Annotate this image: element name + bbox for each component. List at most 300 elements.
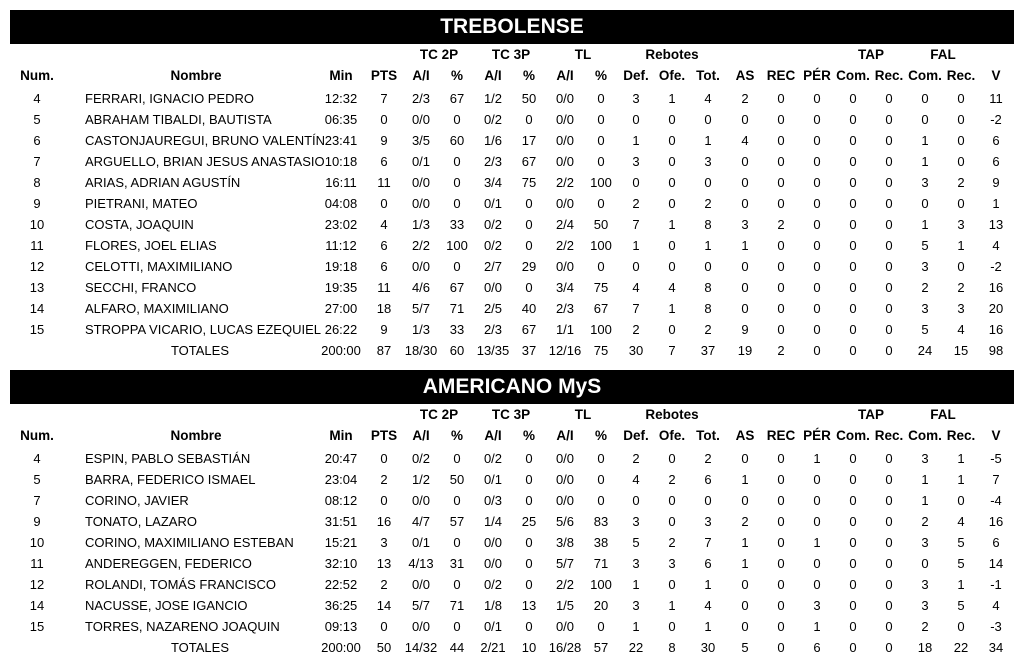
cell-reb-def: 3 bbox=[632, 91, 640, 106]
cell-min: 08:12 bbox=[324, 493, 358, 508]
cell-as: 1 bbox=[741, 238, 749, 253]
cell-fal-rec: 0 bbox=[957, 133, 965, 148]
cell-fal-com: 3 bbox=[921, 598, 929, 613]
cell-pts: 6 bbox=[380, 154, 388, 169]
cell-pts: 9 bbox=[380, 322, 388, 337]
cell-tl-ai: 0/0 bbox=[555, 259, 575, 274]
cell-tl-pct: 0 bbox=[597, 196, 605, 211]
total-tc3p-ai: 13/35 bbox=[476, 343, 510, 358]
cell-num: 15 bbox=[29, 619, 45, 634]
cell-per: 0 bbox=[813, 91, 821, 106]
cell-min: 23:41 bbox=[324, 133, 358, 148]
total-tap-rec: 0 bbox=[885, 343, 893, 358]
cell-tc3p-pct: 17 bbox=[521, 133, 537, 148]
team-name-banner: AMERICANO MyS bbox=[10, 370, 1014, 404]
total-fal-rec: 15 bbox=[953, 343, 969, 358]
cell-reb-tot: 3 bbox=[704, 154, 712, 169]
cell-tc2p-pct: 71 bbox=[449, 301, 465, 316]
cell-tc3p-pct: 0 bbox=[525, 112, 533, 127]
total-tc3p-ai: 2/21 bbox=[480, 640, 506, 655]
cell-num: 8 bbox=[33, 175, 41, 190]
cell-rec: 0 bbox=[777, 556, 785, 571]
cell-tc3p-ai: 0/2 bbox=[483, 217, 503, 232]
cell-per: 0 bbox=[813, 217, 821, 232]
column-header-num: Num. bbox=[20, 428, 54, 443]
column-header-nombre: Nombre bbox=[170, 428, 222, 443]
cell-fal-com: 2 bbox=[921, 514, 929, 529]
cell-pts: 4 bbox=[380, 217, 388, 232]
cell-tap-com: 0 bbox=[849, 238, 857, 253]
cell-per: 0 bbox=[813, 472, 821, 487]
cell-tc3p-ai: 0/0 bbox=[483, 280, 503, 295]
column-header-tap-com: Com. bbox=[836, 68, 870, 83]
player-row bbox=[10, 576, 1014, 597]
cell-reb-ofe: 2 bbox=[668, 535, 676, 550]
player-name: TORRES, NAZARENO JOAQUIN bbox=[85, 619, 280, 634]
cell-tc2p-ai: 5/7 bbox=[411, 301, 431, 316]
cell-tl-ai: 0/0 bbox=[555, 451, 575, 466]
cell-fal-com: 3 bbox=[921, 577, 929, 592]
cell-tc2p-pct: 0 bbox=[453, 619, 461, 634]
cell-reb-ofe: 0 bbox=[668, 514, 676, 529]
cell-tl-ai: 2/2 bbox=[555, 175, 575, 190]
cell-fal-rec: 1 bbox=[957, 577, 965, 592]
player-name: PIETRANI, MATEO bbox=[85, 196, 198, 211]
cell-tap-rec: 0 bbox=[885, 133, 893, 148]
cell-fal-com: 1 bbox=[921, 472, 929, 487]
column-header-tc3p-pct: % bbox=[522, 68, 535, 83]
cell-tl-pct: 71 bbox=[593, 556, 609, 571]
cell-tap-rec: 0 bbox=[885, 238, 893, 253]
total-fal-com: 24 bbox=[917, 343, 933, 358]
cell-min: 26:22 bbox=[324, 322, 358, 337]
cell-tc3p-ai: 0/0 bbox=[483, 556, 503, 571]
cell-rec: 0 bbox=[777, 154, 785, 169]
cell-tc3p-ai: 2/7 bbox=[483, 259, 503, 274]
column-group-tc2p: TC 2P bbox=[419, 47, 459, 62]
player-name: FERRARI, IGNACIO PEDRO bbox=[85, 91, 255, 106]
cell-pts: 9 bbox=[380, 133, 388, 148]
cell-num: 13 bbox=[29, 280, 45, 295]
cell-fal-com: 5 bbox=[921, 238, 929, 253]
cell-tap-rec: 0 bbox=[885, 112, 893, 127]
cell-fal-rec: 0 bbox=[957, 112, 965, 127]
cell-per: 0 bbox=[813, 259, 821, 274]
cell-tap-com: 0 bbox=[849, 280, 857, 295]
cell-tc2p-pct: 31 bbox=[449, 556, 465, 571]
cell-tc3p-pct: 0 bbox=[525, 196, 533, 211]
cell-tc3p-pct: 29 bbox=[521, 259, 537, 274]
cell-pts: 14 bbox=[376, 598, 392, 613]
column-header-as: AS bbox=[735, 428, 755, 443]
player-name: ALFARO, MAXIMILIANO bbox=[85, 301, 229, 316]
column-header-tc3p-ai: A/I bbox=[484, 68, 502, 83]
cell-as: 1 bbox=[741, 472, 749, 487]
cell-valoracion: -5 bbox=[990, 451, 1002, 466]
cell-tc2p-pct: 60 bbox=[449, 133, 465, 148]
cell-tl-pct: 0 bbox=[597, 112, 605, 127]
cell-num: 4 bbox=[33, 451, 41, 466]
cell-min: 36:25 bbox=[324, 598, 358, 613]
cell-reb-def: 2 bbox=[632, 451, 640, 466]
total-tc2p-ai: 14/32 bbox=[404, 640, 438, 655]
cell-reb-ofe: 0 bbox=[668, 196, 676, 211]
column-header-fal-com: Com. bbox=[908, 68, 942, 83]
player-row bbox=[10, 534, 1014, 555]
cell-tl-pct: 100 bbox=[590, 322, 612, 337]
cell-num: 11 bbox=[30, 238, 44, 253]
column-header-tc2p-ai: A/I bbox=[412, 68, 430, 83]
cell-tap-rec: 0 bbox=[885, 619, 893, 634]
cell-reb-def: 1 bbox=[632, 577, 640, 592]
total-per: 6 bbox=[813, 640, 821, 655]
cell-tc2p-ai: 0/0 bbox=[411, 619, 431, 634]
player-row bbox=[10, 492, 1014, 513]
cell-per: 1 bbox=[813, 619, 821, 634]
cell-tc3p-pct: 0 bbox=[525, 577, 533, 592]
cell-tc2p-pct: 0 bbox=[453, 196, 461, 211]
cell-fal-com: 3 bbox=[921, 451, 929, 466]
cell-reb-ofe: 0 bbox=[668, 133, 676, 148]
column-header-per: PÉR bbox=[803, 68, 831, 83]
cell-per: 0 bbox=[813, 196, 821, 211]
cell-fal-com: 1 bbox=[921, 217, 929, 232]
cell-reb-def: 3 bbox=[632, 514, 640, 529]
cell-tc3p-pct: 0 bbox=[525, 451, 533, 466]
cell-pts: 0 bbox=[380, 451, 388, 466]
total-pts: 87 bbox=[376, 343, 392, 358]
player-name: SECCHI, FRANCO bbox=[85, 280, 197, 295]
cell-reb-def: 7 bbox=[632, 301, 640, 316]
cell-tc2p-pct: 67 bbox=[449, 280, 465, 295]
cell-reb-ofe: 3 bbox=[668, 556, 676, 571]
cell-per: 0 bbox=[813, 133, 821, 148]
cell-rec: 0 bbox=[777, 598, 785, 613]
cell-reb-def: 7 bbox=[632, 217, 640, 232]
cell-per: 0 bbox=[813, 577, 821, 592]
cell-reb-tot: 8 bbox=[704, 280, 712, 295]
cell-min: 06:35 bbox=[324, 112, 358, 127]
cell-per: 0 bbox=[813, 175, 821, 190]
player-name: ABRAHAM TIBALDI, BAUTISTA bbox=[85, 112, 272, 127]
cell-reb-def: 1 bbox=[632, 619, 640, 634]
cell-tap-com: 0 bbox=[849, 493, 857, 508]
cell-tc2p-pct: 67 bbox=[449, 91, 465, 106]
column-header-pts: PTS bbox=[370, 428, 398, 443]
cell-tl-pct: 0 bbox=[597, 133, 605, 148]
cell-reb-def: 5 bbox=[632, 535, 640, 550]
cell-tl-ai: 2/3 bbox=[555, 301, 575, 316]
totals-label: TOTALES bbox=[170, 343, 230, 358]
total-reb-ofe: 7 bbox=[668, 343, 676, 358]
player-name: ARIAS, ADRIAN AGUSTÍN bbox=[85, 175, 241, 190]
cell-valoracion: 11 bbox=[989, 91, 1003, 106]
cell-reb-ofe: 2 bbox=[668, 472, 676, 487]
cell-tl-pct: 0 bbox=[597, 451, 605, 466]
cell-tc3p-ai: 2/5 bbox=[483, 301, 503, 316]
cell-tl-ai: 5/7 bbox=[555, 556, 575, 571]
cell-pts: 2 bbox=[380, 472, 388, 487]
cell-reb-ofe: 1 bbox=[668, 301, 676, 316]
total-tc2p-ai: 18/30 bbox=[404, 343, 438, 358]
column-group-tc2p: TC 2P bbox=[419, 407, 459, 422]
cell-min: 23:02 bbox=[324, 217, 358, 232]
cell-pts: 0 bbox=[380, 196, 388, 211]
cell-rec: 0 bbox=[777, 133, 785, 148]
player-name: CASTONJAUREGUI, BRUNO VALENTÍN bbox=[85, 133, 326, 148]
total-tc2p-pct: 60 bbox=[449, 343, 465, 358]
total-tc3p-pct: 10 bbox=[521, 640, 537, 655]
cell-tl-pct: 38 bbox=[593, 535, 609, 550]
total-tap-com: 0 bbox=[849, 343, 857, 358]
cell-reb-def: 0 bbox=[632, 112, 640, 127]
cell-valoracion: -1 bbox=[990, 577, 1002, 592]
cell-rec: 0 bbox=[777, 301, 785, 316]
column-header-per: PÉR bbox=[803, 428, 831, 443]
player-row bbox=[10, 321, 1014, 342]
column-header-tc3p-ai: A/I bbox=[484, 428, 502, 443]
cell-pts: 0 bbox=[380, 493, 388, 508]
cell-as: 0 bbox=[741, 493, 749, 508]
cell-tl-ai: 2/2 bbox=[555, 577, 575, 592]
cell-tap-com: 0 bbox=[849, 133, 857, 148]
total-tl-pct: 75 bbox=[593, 343, 609, 358]
cell-as: 0 bbox=[741, 112, 749, 127]
total-as: 19 bbox=[737, 343, 753, 358]
cell-fal-rec: 4 bbox=[957, 514, 965, 529]
cell-tc3p-pct: 75 bbox=[521, 175, 537, 190]
cell-tc2p-ai: 3/5 bbox=[411, 133, 431, 148]
cell-rec: 0 bbox=[777, 472, 785, 487]
cell-tc2p-pct: 57 bbox=[449, 514, 465, 529]
cell-fal-com: 0 bbox=[921, 91, 929, 106]
cell-pts: 0 bbox=[380, 619, 388, 634]
cell-tc3p-pct: 0 bbox=[525, 535, 533, 550]
cell-reb-def: 2 bbox=[632, 196, 640, 211]
total-as: 5 bbox=[741, 640, 749, 655]
cell-reb-def: 3 bbox=[632, 556, 640, 571]
cell-tap-com: 0 bbox=[849, 598, 857, 613]
cell-per: 0 bbox=[813, 493, 821, 508]
column-group-tap: TAP bbox=[858, 407, 884, 422]
cell-tl-ai: 0/0 bbox=[555, 493, 575, 508]
cell-reb-ofe: 0 bbox=[668, 175, 676, 190]
team-section bbox=[10, 370, 1014, 660]
cell-rec: 0 bbox=[777, 280, 785, 295]
player-row bbox=[10, 237, 1014, 258]
cell-pts: 0 bbox=[380, 112, 388, 127]
cell-pts: 11 bbox=[377, 175, 391, 190]
cell-fal-rec: 0 bbox=[957, 493, 965, 508]
cell-tc2p-pct: 0 bbox=[453, 154, 461, 169]
cell-tc2p-pct: 50 bbox=[449, 472, 465, 487]
cell-tc3p-pct: 0 bbox=[525, 472, 533, 487]
cell-fal-rec: 0 bbox=[957, 91, 965, 106]
cell-tl-ai: 5/6 bbox=[555, 514, 575, 529]
cell-tl-ai: 3/4 bbox=[555, 280, 575, 295]
cell-tc2p-ai: 2/2 bbox=[411, 238, 431, 253]
cell-tc3p-pct: 0 bbox=[525, 493, 533, 508]
cell-pts: 3 bbox=[380, 535, 388, 550]
cell-tap-com: 0 bbox=[849, 322, 857, 337]
cell-valoracion: 7 bbox=[992, 472, 1000, 487]
cell-tl-ai: 0/0 bbox=[555, 472, 575, 487]
cell-reb-ofe: 0 bbox=[668, 322, 676, 337]
cell-tap-com: 0 bbox=[849, 514, 857, 529]
cell-rec: 0 bbox=[777, 493, 785, 508]
cell-valoracion: 6 bbox=[992, 535, 1000, 550]
cell-fal-rec: 3 bbox=[957, 217, 965, 232]
cell-reb-ofe: 4 bbox=[668, 280, 676, 295]
cell-tl-ai: 1/5 bbox=[555, 598, 575, 613]
cell-fal-com: 1 bbox=[921, 133, 929, 148]
cell-valoracion: 16 bbox=[988, 322, 1004, 337]
cell-tc2p-ai: 0/0 bbox=[411, 175, 431, 190]
column-header-valoracion: V bbox=[991, 428, 1001, 443]
cell-fal-rec: 0 bbox=[957, 196, 965, 211]
cell-tc2p-ai: 4/6 bbox=[411, 280, 431, 295]
total-min: 200:00 bbox=[321, 640, 361, 655]
cell-rec: 0 bbox=[777, 451, 785, 466]
cell-tap-com: 0 bbox=[849, 217, 857, 232]
cell-tl-pct: 0 bbox=[597, 619, 605, 634]
cell-tap-rec: 0 bbox=[885, 217, 893, 232]
cell-tc2p-pct: 0 bbox=[453, 112, 461, 127]
player-name: FLORES, JOEL ELIAS bbox=[85, 238, 217, 253]
cell-pts: 11 bbox=[377, 280, 391, 295]
column-header-reb-tot: Tot. bbox=[696, 68, 720, 83]
total-reb-def: 22 bbox=[628, 640, 644, 655]
total-per: 0 bbox=[813, 343, 821, 358]
cell-tc3p-ai: 0/0 bbox=[483, 535, 503, 550]
cell-num: 15 bbox=[29, 322, 45, 337]
cell-as: 0 bbox=[741, 196, 749, 211]
cell-per: 1 bbox=[813, 451, 821, 466]
cell-tl-ai: 2/4 bbox=[555, 217, 575, 232]
player-row bbox=[10, 153, 1014, 174]
cell-per: 0 bbox=[813, 238, 821, 253]
cell-tl-pct: 0 bbox=[597, 472, 605, 487]
cell-tl-pct: 83 bbox=[593, 514, 609, 529]
cell-tc2p-ai: 0/1 bbox=[411, 154, 431, 169]
cell-tl-pct: 67 bbox=[593, 301, 609, 316]
player-name: ROLANDI, TOMÁS FRANCISCO bbox=[85, 577, 276, 592]
cell-valoracion: 6 bbox=[992, 154, 1000, 169]
column-group-rebotes: Rebotes bbox=[645, 47, 699, 62]
cell-num: 4 bbox=[33, 91, 41, 106]
cell-tc2p-pct: 0 bbox=[453, 535, 461, 550]
cell-tc3p-ai: 0/3 bbox=[483, 493, 503, 508]
cell-tap-com: 0 bbox=[849, 535, 857, 550]
cell-tc3p-ai: 0/2 bbox=[483, 112, 503, 127]
cell-reb-ofe: 0 bbox=[668, 451, 676, 466]
cell-tl-pct: 100 bbox=[590, 175, 612, 190]
cell-tap-rec: 0 bbox=[885, 280, 893, 295]
cell-tc3p-pct: 0 bbox=[525, 280, 533, 295]
cell-tap-com: 0 bbox=[849, 472, 857, 487]
cell-num: 12 bbox=[29, 577, 45, 592]
cell-valoracion: 14 bbox=[988, 556, 1004, 571]
cell-tc3p-ai: 1/2 bbox=[483, 91, 503, 106]
column-group-tl: TL bbox=[574, 47, 592, 62]
cell-fal-com: 1 bbox=[921, 493, 929, 508]
column-header-pts: PTS bbox=[370, 68, 398, 83]
column-header-tc2p-pct: % bbox=[450, 428, 463, 443]
column-header-tap-rec: Rec. bbox=[874, 428, 904, 443]
player-name: ANDEREGGEN, FEDERICO bbox=[85, 556, 252, 571]
cell-per: 0 bbox=[813, 280, 821, 295]
cell-as: 1 bbox=[741, 556, 749, 571]
column-group-rebotes: Rebotes bbox=[645, 407, 699, 422]
cell-num: 12 bbox=[29, 259, 45, 274]
cell-as: 0 bbox=[741, 175, 749, 190]
cell-reb-def: 2 bbox=[632, 322, 640, 337]
cell-fal-rec: 2 bbox=[957, 280, 965, 295]
cell-tc3p-pct: 0 bbox=[525, 556, 533, 571]
column-header-reb-def: Def. bbox=[623, 68, 649, 83]
player-name: NACUSSE, JOSE IGANCIO bbox=[85, 598, 248, 613]
cell-tl-ai: 3/8 bbox=[555, 535, 575, 550]
total-tl-ai: 12/16 bbox=[548, 343, 582, 358]
column-header-min: Min bbox=[329, 428, 353, 443]
cell-reb-tot: 1 bbox=[704, 619, 712, 634]
column-group-tl: TL bbox=[574, 407, 592, 422]
cell-rec: 0 bbox=[777, 322, 785, 337]
column-header-reb-def: Def. bbox=[623, 428, 649, 443]
column-header-num: Num. bbox=[20, 68, 54, 83]
cell-tc3p-pct: 0 bbox=[525, 619, 533, 634]
cell-tap-rec: 0 bbox=[885, 556, 893, 571]
column-header-rec: REC bbox=[766, 68, 796, 83]
cell-reb-def: 4 bbox=[632, 472, 640, 487]
cell-fal-com: 3 bbox=[921, 301, 929, 316]
cell-valoracion: 20 bbox=[988, 301, 1004, 316]
cell-reb-tot: 8 bbox=[704, 301, 712, 316]
cell-tc3p-ai: 1/6 bbox=[483, 133, 503, 148]
cell-tap-com: 0 bbox=[849, 619, 857, 634]
cell-num: 14 bbox=[29, 301, 45, 316]
cell-tc2p-pct: 0 bbox=[453, 451, 461, 466]
column-header-tc2p-ai: A/I bbox=[412, 428, 430, 443]
column-header-tap-rec: Rec. bbox=[874, 68, 904, 83]
cell-tc2p-ai: 1/2 bbox=[411, 472, 431, 487]
column-group-fal: FAL bbox=[930, 407, 956, 422]
column-header-tl-pct: % bbox=[594, 68, 607, 83]
cell-tc2p-pct: 0 bbox=[453, 259, 461, 274]
cell-tap-com: 0 bbox=[849, 154, 857, 169]
cell-tc3p-pct: 25 bbox=[521, 514, 537, 529]
cell-num: 5 bbox=[33, 112, 41, 127]
cell-per: 0 bbox=[813, 154, 821, 169]
column-header-reb-tot: Tot. bbox=[696, 428, 720, 443]
cell-rec: 0 bbox=[777, 535, 785, 550]
cell-pts: 7 bbox=[380, 91, 388, 106]
totals-row bbox=[10, 342, 1014, 363]
cell-pts: 6 bbox=[380, 259, 388, 274]
player-name: ARGUELLO, BRIAN JESUS ANASTASIO bbox=[85, 154, 325, 169]
cell-tc3p-ai: 0/2 bbox=[483, 238, 503, 253]
player-name: STROPPA VICARIO, LUCAS EZEQUIEL bbox=[85, 322, 321, 337]
cell-reb-ofe: 0 bbox=[668, 154, 676, 169]
cell-num: 14 bbox=[29, 598, 45, 613]
cell-fal-rec: 0 bbox=[957, 619, 965, 634]
cell-tc2p-ai: 0/0 bbox=[411, 196, 431, 211]
cell-tap-rec: 0 bbox=[885, 451, 893, 466]
cell-min: 20:47 bbox=[324, 451, 358, 466]
cell-min: 23:04 bbox=[324, 472, 358, 487]
column-header-tl-ai: A/I bbox=[556, 68, 574, 83]
cell-valoracion: 1 bbox=[992, 196, 1000, 211]
